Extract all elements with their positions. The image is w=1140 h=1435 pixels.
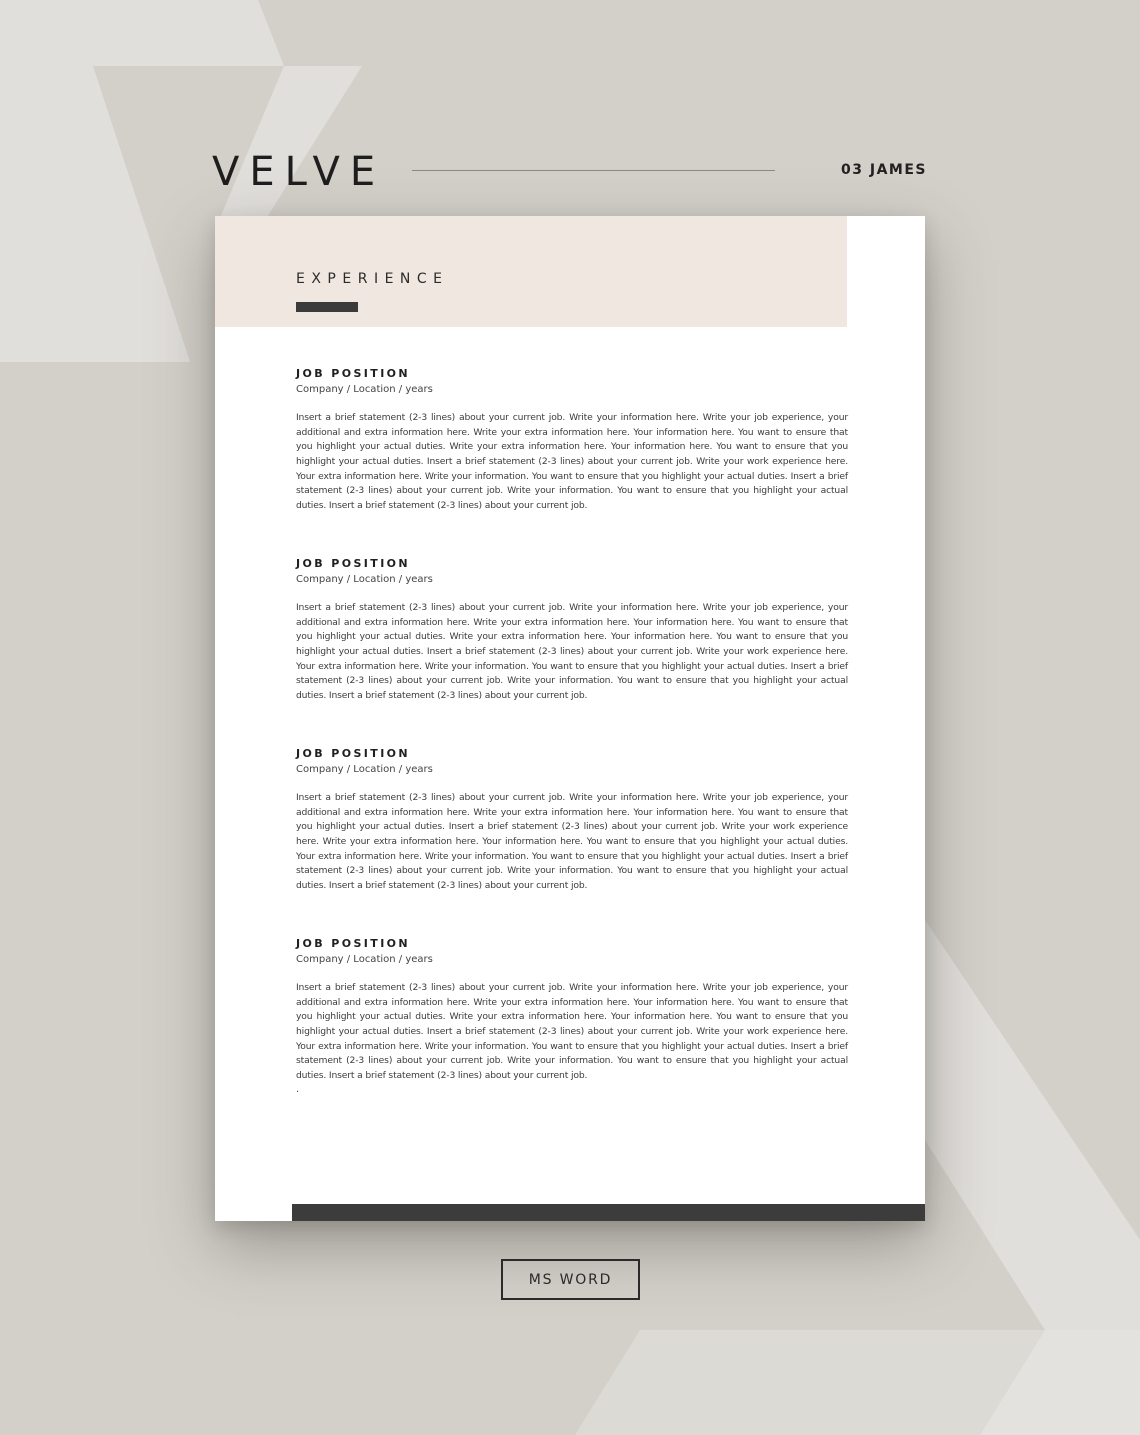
job-title: JOB POSITION (296, 747, 411, 760)
job-meta: Company / Location / years (296, 954, 433, 965)
job-description: Insert a brief statement (2-3 lines) about your current job. Write your information here. Write your job experience, your additional and extra information here. Write your extra information here. Your information here. You want to ensure that you highlight your actual duties. Write your extra information here. Your information here. You want to ensure that you highlight your actual duties. Insert a brief statement (2-3 lines) about your current job. Write your work experience here. Your extra information here. Write your information. You want to ensure that you highlight your actual duties. Insert a brief statement (2-3 lines) about your current job. Write your information. You want to ensure that you highlight your actual duties. Insert a brief statement (2-3 lines) about your current job. (296, 602, 848, 701)
job-description: Insert a brief statement (2-3 lines) about your current job. Write your information here. Write your job experience, your additional and extra information here. Write your extra information here. Your information here. You want to ensure that you highlight your actual duties. Write your extra information here. Your information here. You want to ensure that you highlight your actual duties. Insert a brief statement (2-3 lines) about your current job. Write your work experience here. Your extra information here. Write your information. You want to ensure that you highlight your actual duties. Insert a brief statement (2-3 lines) about your current job. Write your information. You want to ensure that you highlight your actual duties. Insert a brief statement (2-3 lines) about your current job. (296, 412, 848, 511)
job-title: JOB POSITION (296, 557, 411, 570)
experience-list (296, 367, 848, 1127)
job-title: JOB POSITION (296, 367, 411, 380)
job-description: Insert a brief statement (2-3 lines) about your current job. Write your information here. Write your job experience, your additional and extra information here. Write your extra information here. Your information here. You want to ensure that you highlight your actual duties. Insert a brief statement (2-3 lines) about your current job. Write your work experience here. Write your extra information here. Your information here. You want to ensure that you highlight your actual duties. Your extra information here. Write your information. You want to ensure that you highlight your actual duties. Insert a brief statement (2-3 lines) about your current job. Write your information. You want to ensure that you highlight your actual duties. Insert a brief statement (2-3 lines) about your current job. (296, 792, 848, 891)
job-meta: Company / Location / years (296, 764, 433, 775)
template-id-label: 03 JAMES (841, 162, 927, 178)
experience-entry (296, 747, 848, 937)
experience-entry (296, 367, 848, 557)
footer-bar (292, 1204, 925, 1221)
job-title: JOB POSITION (296, 937, 411, 950)
header-divider (412, 170, 775, 171)
job-meta: Company / Location / years (296, 574, 433, 585)
experience-entry (296, 937, 848, 1127)
job-description: Insert a brief statement (2-3 lines) about your current job. Write your information here. Write your job experience, your additional and extra information here. Write your extra information here. Your information here. You want to ensure that you highlight your actual duties. Write your extra information here. Your information here. You want to ensure that you highlight your actual duties. Insert a brief statement (2-3 lines) about your current job. Write your work experience here. Your extra information here. Write your information. You want to ensure that you highlight your actual duties. Insert a brief statement (2-3 lines) about your current job. Write your information. You want to ensure that you highlight your actual duties. Insert a brief statement (2-3 lines) about your current job. (296, 982, 848, 1081)
experience-entry (296, 557, 848, 747)
resume-page (215, 216, 925, 1221)
section-underline-bar (296, 302, 358, 312)
trailing-mark: . (296, 1084, 300, 1095)
section-title: EXPERIENCE (296, 271, 449, 287)
job-meta: Company / Location / years (296, 384, 433, 395)
brand-logo: VELVE (212, 149, 386, 195)
format-badge: MS WORD (501, 1259, 640, 1300)
